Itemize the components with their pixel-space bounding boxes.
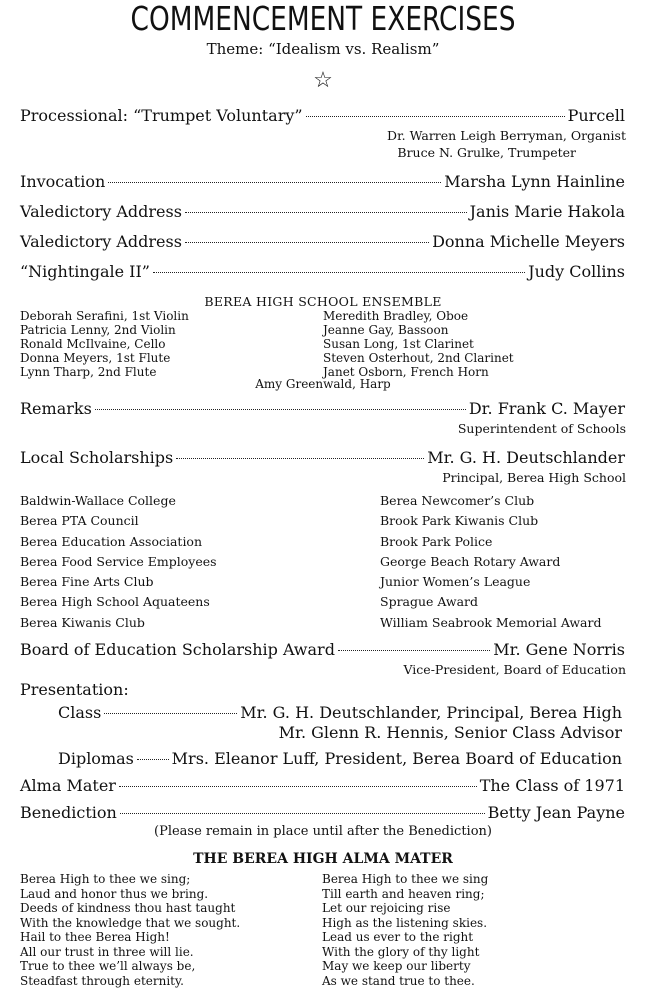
leader-dots — [338, 650, 490, 651]
item-label: Board of Education Scholarship Award — [20, 640, 335, 659]
item-label: “Nightingale II” — [20, 262, 150, 281]
remarks-title: Superintendent of Schools — [457, 421, 626, 436]
leader-dots — [104, 713, 237, 714]
presentation-heading: Presentation: — [20, 680, 129, 699]
list-item: Junior Women’s League — [380, 574, 531, 590]
list-item: Steven Osterhout, 2nd Clarinet — [323, 351, 514, 365]
list-item: Sprague Award — [380, 594, 479, 610]
verse-line: Berea High to thee we sing; — [20, 872, 191, 886]
ensemble-title: BEREA HIGH SCHOOL ENSEMBLE — [204, 294, 442, 309]
item-performer: Mrs. Eleanor Luff, President, Berea Board of Education — [171, 749, 622, 768]
list-item: Donna Meyers, 1st Flute — [20, 351, 171, 365]
ensemble-left-list — [20, 309, 189, 379]
program-item-invocation — [20, 172, 625, 192]
verse-line: With the glory of thy light — [322, 944, 480, 959]
item-performer: Mr. G. H. Deutschlander, Principal, Berea High — [240, 703, 622, 722]
list-item: Baldwin-Wallace College — [20, 493, 176, 508]
verse-line: True to thee we’ll always be, — [20, 959, 196, 973]
alma-mater-title: THE BEREA HIGH ALMA MATER — [193, 851, 453, 867]
leader-dots — [108, 182, 441, 183]
item-label: Diplomas — [58, 749, 134, 768]
program-item-processional — [20, 106, 625, 126]
item-performer: Donna Michelle Meyers — [432, 232, 625, 251]
list-item: Brook Park Police — [380, 533, 493, 549]
list-item: Janet Osborn, French Horn — [323, 365, 489, 379]
class-advisor — [278, 723, 622, 743]
alma-mater-verse-right — [322, 872, 488, 988]
verse-line: Lead us ever to the right — [322, 930, 474, 944]
list-item: Berea Fine Arts Club — [20, 574, 154, 590]
program-item-local-scholarships — [20, 448, 625, 468]
list-item: Ronald McIlvaine, Cello — [20, 337, 166, 351]
program-item-remarks — [20, 399, 625, 419]
program-item-alma-mater — [20, 776, 625, 796]
list-item: William Seabrook Memorial Award — [380, 614, 602, 630]
program-item-valedictory-1 — [20, 202, 625, 222]
verse-line: Till earth and heaven ring; — [322, 886, 485, 901]
list-item: Jeanne Gay, Bassoon — [323, 323, 449, 337]
item-performer: Mr. Gene Norris — [493, 640, 625, 659]
star-icon: ☆ — [313, 68, 333, 93]
scholarships-right-list — [380, 491, 601, 633]
item-performer: Marsha Lynn Hainline — [444, 172, 625, 191]
item-label: Valedictory Address — [20, 232, 182, 251]
local-scholarships-title: Principal, Berea High School — [442, 470, 626, 485]
verse-line: Hail to thee Berea High! — [20, 930, 170, 944]
list-item: Deborah Serafini, 1st Violin — [20, 309, 189, 323]
item-label: Invocation — [20, 172, 106, 191]
list-item: Berea PTA Council — [20, 513, 139, 529]
leader-dots — [120, 813, 485, 814]
list-item: Berea Newcomer’s Club — [380, 493, 535, 508]
verse-line: Laud and honor thus we bring. — [20, 886, 209, 901]
verse-line: With the knowledge that we sought. — [20, 915, 241, 930]
item-performer: Mr. Glenn R. Hennis, Senior Class Advisor — [278, 723, 622, 742]
list-item: George Beach Rotary Award — [380, 553, 561, 569]
ensemble-right-list — [323, 309, 514, 379]
verse-line: Deeds of kindness thou hast taught — [20, 901, 236, 915]
leader-dots — [119, 786, 477, 787]
leader-dots — [153, 272, 525, 273]
benediction-note: (Please remain in place until after the Benediction) — [154, 824, 492, 839]
program-item-board-award — [20, 640, 625, 660]
list-item: Berea High School Aquateens — [20, 594, 210, 610]
verse-line: Let our rejoicing rise — [322, 901, 451, 915]
program-item-class — [58, 703, 622, 723]
item-performer: The Class of 1971 — [479, 776, 625, 795]
item-performer: Dr. Frank C. Mayer — [468, 399, 625, 418]
program-item-valedictory-2 — [20, 232, 625, 252]
item-label: Benediction — [20, 803, 117, 822]
verse-line: Steadfast through eternity. — [20, 973, 184, 988]
theme-line: Theme: “Idealism vs. Realism” — [206, 40, 440, 58]
verse-line: All our trust in three will lie. — [20, 944, 194, 959]
item-label: Local Scholarships — [20, 448, 174, 467]
list-item: Meredith Bradley, Oboe — [323, 309, 469, 323]
processional-organist: Dr. Warren Leigh Berryman, Organist — [387, 128, 626, 143]
alma-mater-verse-left — [20, 872, 240, 988]
item-label: Valedictory Address — [20, 202, 182, 221]
program-item-benediction — [20, 803, 625, 823]
ensemble-harp: Amy Greenwald, Harp — [255, 377, 391, 391]
list-item: Patricia Lenny, 2nd Violin — [20, 323, 176, 337]
processional-trumpeter: Bruce N. Grulke, Trumpeter — [397, 145, 576, 160]
leader-dots — [137, 759, 169, 760]
list-item: Berea Kiwanis Club — [20, 614, 145, 630]
item-performer: Janis Marie Hakola — [469, 202, 625, 221]
leader-dots — [176, 458, 424, 459]
item-performer: Mr. G. H. Deutschlander — [427, 448, 625, 467]
verse-line: High as the listening skies. — [322, 915, 488, 930]
verse-line: May we keep our liberty — [322, 959, 471, 973]
scholarships-left-list — [20, 491, 217, 633]
item-performer: Judy Collins — [528, 262, 625, 281]
list-item: Berea Food Service Employees — [20, 553, 217, 569]
item-label: Remarks — [20, 399, 92, 418]
board-award-title: Vice-President, Board of Education — [403, 662, 626, 677]
page-title: COMMENCEMENT EXERCISES — [130, 0, 516, 38]
list-item: Brook Park Kiwanis Club — [380, 513, 539, 529]
item-label: Alma Mater — [20, 776, 116, 795]
item-label: Processional: “Trumpet Voluntary” — [20, 106, 303, 125]
leader-dots — [306, 116, 565, 117]
list-item: Berea Education Association — [20, 533, 203, 549]
list-item: Lynn Tharp, 2nd Flute — [20, 365, 157, 379]
item-performer: Betty Jean Payne — [487, 803, 625, 822]
list-item: Susan Long, 1st Clarinet — [323, 337, 474, 351]
leader-dots — [185, 212, 467, 213]
verse-line: Berea High to thee we sing — [322, 872, 489, 886]
verse-line: As we stand true to thee. — [322, 973, 475, 988]
program-item-nightingale — [20, 262, 625, 282]
leader-dots — [95, 409, 466, 410]
program-item-diplomas — [58, 749, 622, 769]
item-label: Class — [58, 703, 102, 722]
item-performer: Purcell — [567, 106, 625, 125]
leader-dots — [185, 242, 429, 243]
